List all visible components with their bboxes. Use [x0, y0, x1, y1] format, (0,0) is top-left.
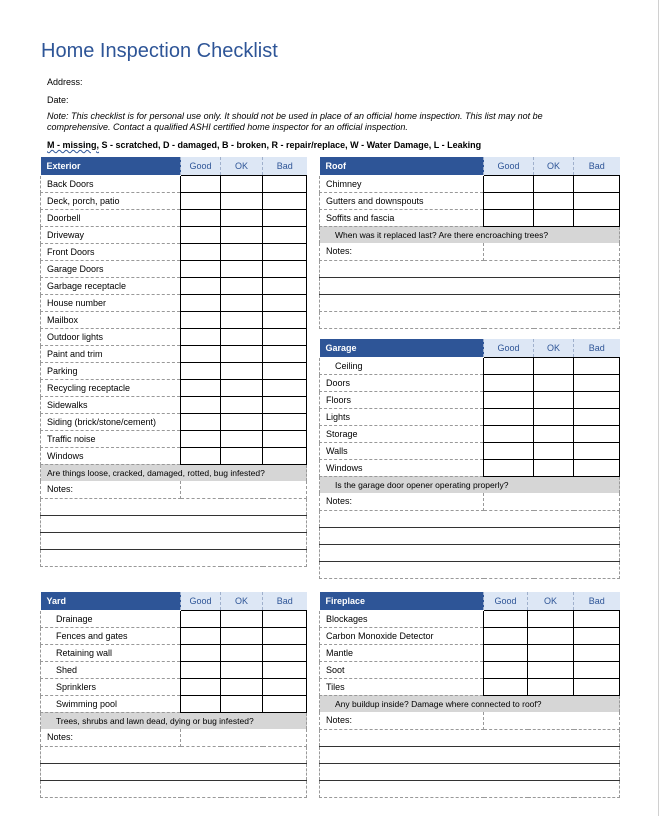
- exterior-item-label: Outdoor lights: [41, 328, 181, 345]
- rating-good-box[interactable]: [181, 277, 221, 294]
- exterior-item-label: Doorbell: [41, 209, 181, 226]
- exterior-notes-label: Notes:: [41, 481, 181, 498]
- col-good: Good: [181, 157, 221, 175]
- rating-bad-box[interactable]: [263, 192, 307, 209]
- yard-notes-field[interactable]: [181, 729, 307, 746]
- rating-ok-box[interactable]: [221, 413, 263, 430]
- fireplace-notes-label: Notes:: [320, 712, 484, 729]
- garage-notes-line[interactable]: [320, 561, 620, 578]
- col-bad: Bad: [263, 592, 307, 610]
- exterior-item-label: Windows: [41, 447, 181, 464]
- col-ok: OK: [534, 157, 574, 175]
- rating-good-box[interactable]: [484, 192, 534, 209]
- yard-item-label: Fences and gates: [41, 627, 181, 644]
- exterior-notes-field[interactable]: [181, 481, 307, 498]
- rating-ok-box[interactable]: [534, 425, 574, 442]
- checklist-row: [41, 695, 307, 712]
- rating-ok-box[interactable]: [221, 627, 263, 644]
- fireplace-notes-line[interactable]: [320, 746, 620, 763]
- fireplace-notes-line[interactable]: [320, 763, 620, 780]
- rating-ok-box[interactable]: [221, 610, 263, 627]
- garage-item-label: Ceiling: [320, 357, 484, 374]
- checklist-row: [41, 379, 307, 396]
- exterior-item-label: Garbage receptacle: [41, 277, 181, 294]
- garage-notes-line[interactable]: [320, 510, 620, 527]
- checklist-row: [320, 442, 620, 459]
- rating-ok-box[interactable]: [534, 175, 574, 192]
- rating-good-box[interactable]: [484, 678, 528, 695]
- exterior-notes-line[interactable]: [41, 549, 307, 566]
- rating-good-box[interactable]: [181, 695, 221, 712]
- checklist-row: [41, 277, 307, 294]
- rating-ok-box[interactable]: [221, 226, 263, 243]
- garage-notes-field[interactable]: [484, 493, 620, 510]
- rating-good-box[interactable]: [484, 661, 528, 678]
- rating-ok-box[interactable]: [221, 294, 263, 311]
- col-good: Good: [484, 157, 534, 175]
- col-good: Good: [181, 592, 221, 610]
- rating-good-box[interactable]: [181, 430, 221, 447]
- checklist-row: [41, 294, 307, 311]
- rating-good-box[interactable]: [181, 294, 221, 311]
- rating-bad-box[interactable]: [574, 391, 620, 408]
- garage-item-label: Doors: [320, 374, 484, 391]
- roof-item-label: Chimney: [320, 175, 484, 192]
- rating-ok-box[interactable]: [534, 192, 574, 209]
- rating-good-box[interactable]: [484, 442, 534, 459]
- col-ok: OK: [528, 592, 574, 610]
- yard-notes-line[interactable]: [41, 763, 307, 780]
- checklist-row: [41, 311, 307, 328]
- roof-item-label: Soffits and fascia: [320, 209, 484, 226]
- rating-ok-box[interactable]: [221, 430, 263, 447]
- exterior-heading: Exterior: [41, 157, 181, 175]
- rating-ok-box[interactable]: [221, 362, 263, 379]
- rating-bad-box[interactable]: [263, 661, 307, 678]
- checklist-row: [41, 260, 307, 277]
- rating-bad-box[interactable]: [263, 447, 307, 464]
- garage-item-label: Floors: [320, 391, 484, 408]
- rating-bad-box[interactable]: [574, 192, 620, 209]
- rating-good-box[interactable]: [181, 175, 221, 192]
- checklist-row: [41, 175, 307, 192]
- rating-good-box[interactable]: [181, 413, 221, 430]
- rating-ok-box[interactable]: [221, 175, 263, 192]
- garage-notes-line[interactable]: [320, 527, 620, 544]
- rating-bad-box[interactable]: [574, 644, 620, 661]
- yard-section: [40, 592, 307, 798]
- rating-bad-box[interactable]: [574, 678, 620, 695]
- checklist-row: [41, 430, 307, 447]
- rating-bad-box[interactable]: [574, 408, 620, 425]
- checklist-row: [41, 627, 307, 644]
- rating-bad-box[interactable]: [263, 175, 307, 192]
- rating-good-box[interactable]: [484, 425, 534, 442]
- rating-good-box[interactable]: [181, 209, 221, 226]
- checklist-row: [320, 678, 620, 695]
- rating-good-box[interactable]: [484, 391, 534, 408]
- rating-good-box[interactable]: [484, 627, 528, 644]
- roof-heading: Roof: [320, 157, 484, 175]
- fireplace-item-label: Blockages: [320, 610, 484, 627]
- checklist-row: [320, 408, 620, 425]
- rating-ok-box[interactable]: [221, 661, 263, 678]
- fireplace-item-label: Soot: [320, 661, 484, 678]
- garage-notes-line[interactable]: [320, 544, 620, 561]
- rating-bad-box[interactable]: [263, 396, 307, 413]
- yard-item-label: Swimming pool: [41, 695, 181, 712]
- checklist-row: [41, 209, 307, 226]
- checklist-row: [41, 226, 307, 243]
- checklist-row: [320, 459, 620, 476]
- rating-ok-box[interactable]: [221, 379, 263, 396]
- col-bad: Bad: [574, 339, 620, 357]
- exterior-item-label: Deck, porch, patio: [41, 192, 181, 209]
- checklist-row: [320, 374, 620, 391]
- checklist-row: [320, 175, 620, 192]
- rating-good-box[interactable]: [181, 260, 221, 277]
- rating-good-box[interactable]: [484, 374, 534, 391]
- rating-bad-box[interactable]: [574, 661, 620, 678]
- checklist-row: [41, 192, 307, 209]
- disclaimer-note: Note: This checklist is for personal use only. It should not be used in place of an official home inspection. This list may not be comprehensive. Contact a qualified ASHI certified home inspector for an official inspection.: [47, 111, 543, 132]
- rating-good-box[interactable]: [484, 209, 534, 226]
- checklist-row: [41, 644, 307, 661]
- col-ok: OK: [221, 592, 263, 610]
- rating-ok-box[interactable]: [534, 442, 574, 459]
- rating-ok-box[interactable]: [221, 695, 263, 712]
- rating-ok-box[interactable]: [221, 311, 263, 328]
- checklist-row: [320, 391, 620, 408]
- roof-question: When was it replaced last? Are there encroaching trees?: [320, 226, 620, 243]
- yard-notes-line[interactable]: [41, 780, 307, 797]
- fireplace-heading: Fireplace: [320, 592, 484, 610]
- rating-good-box[interactable]: [181, 644, 221, 661]
- rating-ok-box[interactable]: [221, 277, 263, 294]
- fireplace-notes-line[interactable]: [320, 780, 620, 797]
- rating-good-box[interactable]: [181, 627, 221, 644]
- rating-bad-box[interactable]: [574, 610, 620, 627]
- garage-section: [319, 339, 620, 579]
- exterior-item-label: Sidewalks: [41, 396, 181, 413]
- exterior-item-label: Garage Doors: [41, 260, 181, 277]
- rating-bad-box[interactable]: [263, 610, 307, 627]
- rating-ok-box[interactable]: [221, 345, 263, 362]
- rating-bad-box[interactable]: [263, 644, 307, 661]
- rating-bad-box[interactable]: [263, 413, 307, 430]
- rating-ok-box[interactable]: [528, 644, 574, 661]
- garage-notes-label: Notes:: [320, 493, 484, 510]
- rating-bad-box[interactable]: [263, 209, 307, 226]
- rating-ok-box[interactable]: [221, 678, 263, 695]
- date-label: Date:: [47, 95, 69, 105]
- rating-bad-box[interactable]: [263, 379, 307, 396]
- roof-notes-line[interactable]: [320, 294, 620, 311]
- rating-good-box[interactable]: [181, 447, 221, 464]
- checklist-row: [41, 610, 307, 627]
- rating-good-box[interactable]: [484, 610, 528, 627]
- exterior-item-label: Siding (brick/stone/cement): [41, 413, 181, 430]
- col-good: Good: [484, 592, 528, 610]
- col-ok: OK: [221, 157, 263, 175]
- rating-ok-box[interactable]: [221, 192, 263, 209]
- rating-good-box[interactable]: [181, 610, 221, 627]
- roof-notes-line[interactable]: [320, 277, 620, 294]
- checklist-row: [320, 357, 620, 374]
- rating-good-box[interactable]: [484, 357, 534, 374]
- rating-good-box[interactable]: [181, 396, 221, 413]
- roof-notes-field[interactable]: [484, 243, 620, 260]
- checklist-row: [41, 243, 307, 260]
- rating-bad-box[interactable]: [263, 678, 307, 695]
- rating-bad-box[interactable]: [574, 209, 620, 226]
- yard-item-label: Drainage: [41, 610, 181, 627]
- garage-item-label: Windows: [320, 459, 484, 476]
- rating-bad-box[interactable]: [263, 362, 307, 379]
- rating-good-box[interactable]: [181, 311, 221, 328]
- fireplace-item-label: Tiles: [320, 678, 484, 695]
- exterior-section: [40, 157, 307, 567]
- rating-bad-box[interactable]: [263, 311, 307, 328]
- condition-legend: [47, 140, 481, 150]
- rating-bad-box[interactable]: [574, 175, 620, 192]
- roof-notes-line[interactable]: [320, 311, 620, 328]
- rating-bad-box[interactable]: [263, 627, 307, 644]
- rating-ok-box[interactable]: [221, 260, 263, 277]
- checklist-row: [41, 413, 307, 430]
- rating-good-box[interactable]: [181, 362, 221, 379]
- fireplace-question: Any buildup inside? Damage where connected to roof?: [320, 695, 620, 712]
- rating-bad-box[interactable]: [574, 425, 620, 442]
- yard-item-label: Retaining wall: [41, 644, 181, 661]
- address-label: Address:: [47, 77, 83, 87]
- rating-good-box[interactable]: [181, 379, 221, 396]
- rating-bad-box[interactable]: [263, 328, 307, 345]
- rating-ok-box[interactable]: [221, 396, 263, 413]
- exterior-item-label: Parking: [41, 362, 181, 379]
- rating-bad-box[interactable]: [263, 695, 307, 712]
- exterior-question: Are things loose, cracked, damaged, rotted, bug infested?: [41, 464, 307, 481]
- checklist-row: [320, 610, 620, 627]
- rating-ok-box[interactable]: [534, 209, 574, 226]
- exterior-item-label: Driveway: [41, 226, 181, 243]
- roof-item-label: Gutters and downspouts: [320, 192, 484, 209]
- rating-ok-box[interactable]: [221, 447, 263, 464]
- checklist-row: [41, 661, 307, 678]
- exterior-notes-line[interactable]: [41, 532, 307, 549]
- fireplace-item-label: Mantle: [320, 644, 484, 661]
- exterior-item-label: House number: [41, 294, 181, 311]
- exterior-item-label: Paint and trim: [41, 345, 181, 362]
- exterior-item-label: Recycling receptacle: [41, 379, 181, 396]
- rating-ok-box[interactable]: [221, 243, 263, 260]
- exterior-notes-line[interactable]: [41, 498, 307, 515]
- fireplace-section: [319, 592, 620, 798]
- rating-good-box[interactable]: [181, 243, 221, 260]
- fireplace-item-label: Carbon Monoxide Detector: [320, 627, 484, 644]
- yard-notes-line[interactable]: [41, 746, 307, 763]
- checklist-row: [41, 328, 307, 345]
- rating-good-box[interactable]: [181, 328, 221, 345]
- page-title: Home Inspection Checklist: [41, 40, 278, 62]
- checklist-row: [320, 425, 620, 442]
- rating-ok-box[interactable]: [528, 610, 574, 627]
- rating-ok-box[interactable]: [534, 408, 574, 425]
- rating-ok-box[interactable]: [528, 661, 574, 678]
- checklist-row: [320, 661, 620, 678]
- yard-item-label: Shed: [41, 661, 181, 678]
- checklist-row: [320, 209, 620, 226]
- garage-item-label: Lights: [320, 408, 484, 425]
- rating-bad-box[interactable]: [574, 357, 620, 374]
- garage-item-label: Storage: [320, 425, 484, 442]
- rating-good-box[interactable]: [484, 459, 534, 476]
- rating-ok-box[interactable]: [534, 374, 574, 391]
- roof-notes-label: Notes:: [320, 243, 484, 260]
- rating-bad-box[interactable]: [574, 459, 620, 476]
- checklist-row: [41, 447, 307, 464]
- col-good: Good: [484, 339, 534, 357]
- rating-bad-box[interactable]: [263, 277, 307, 294]
- col-bad: Bad: [574, 157, 620, 175]
- rating-good-box[interactable]: [181, 345, 221, 362]
- rating-ok-box[interactable]: [534, 357, 574, 374]
- rating-ok-box[interactable]: [534, 459, 574, 476]
- rating-good-box[interactable]: [181, 678, 221, 695]
- col-bad: Bad: [263, 157, 307, 175]
- yard-notes-label: Notes:: [41, 729, 181, 746]
- garage-item-label: Walls: [320, 442, 484, 459]
- fireplace-notes-field[interactable]: [484, 712, 620, 729]
- rating-bad-box[interactable]: [263, 243, 307, 260]
- rating-good-box[interactable]: [484, 408, 534, 425]
- rating-ok-box[interactable]: [221, 328, 263, 345]
- rating-good-box[interactable]: [181, 192, 221, 209]
- rating-bad-box[interactable]: [263, 226, 307, 243]
- col-ok: OK: [534, 339, 574, 357]
- checklist-row: [41, 396, 307, 413]
- checklist-row: [41, 345, 307, 362]
- rating-bad-box[interactable]: [574, 374, 620, 391]
- yard-heading: Yard: [41, 592, 181, 610]
- exterior-item-label: Mailbox: [41, 311, 181, 328]
- rating-bad-box[interactable]: [263, 430, 307, 447]
- rating-good-box[interactable]: [484, 175, 534, 192]
- exterior-item-label: Front Doors: [41, 243, 181, 260]
- roof-notes-line[interactable]: [320, 260, 620, 277]
- exterior-notes-line[interactable]: [41, 515, 307, 532]
- rating-ok-box[interactable]: [528, 627, 574, 644]
- fireplace-notes-line[interactable]: [320, 729, 620, 746]
- rating-good-box[interactable]: [484, 644, 528, 661]
- yard-question: Trees, shrubs and lawn dead, dying or bug infested?: [41, 712, 307, 729]
- checklist-row: [41, 678, 307, 695]
- checklist-row: [320, 644, 620, 661]
- col-bad: Bad: [574, 592, 620, 610]
- rating-good-box[interactable]: [181, 226, 221, 243]
- rating-ok-box[interactable]: [534, 391, 574, 408]
- garage-question: Is the garage door opener operating properly?: [320, 476, 620, 493]
- checklist-row: [320, 192, 620, 209]
- legend-missing: M - missing,: [47, 140, 100, 150]
- rating-bad-box[interactable]: [263, 294, 307, 311]
- checklist-row: [41, 362, 307, 379]
- rating-ok-box[interactable]: [528, 678, 574, 695]
- rating-bad-box[interactable]: [574, 442, 620, 459]
- yard-item-label: Sprinklers: [41, 678, 181, 695]
- rating-ok-box[interactable]: [221, 644, 263, 661]
- rating-bad-box[interactable]: [263, 345, 307, 362]
- rating-ok-box[interactable]: [221, 209, 263, 226]
- checklist-row: [320, 627, 620, 644]
- rating-good-box[interactable]: [181, 661, 221, 678]
- roof-section: [319, 157, 620, 329]
- rating-bad-box[interactable]: [263, 260, 307, 277]
- legend-rest: S - scratched, D - damaged, B - broken, R - repair/replace, W - Water Damage, L - Leaking: [99, 140, 482, 150]
- garage-heading: Garage: [320, 339, 484, 357]
- exterior-item-label: Back Doors: [41, 175, 181, 192]
- exterior-item-label: Traffic noise: [41, 430, 181, 447]
- rating-bad-box[interactable]: [574, 627, 620, 644]
